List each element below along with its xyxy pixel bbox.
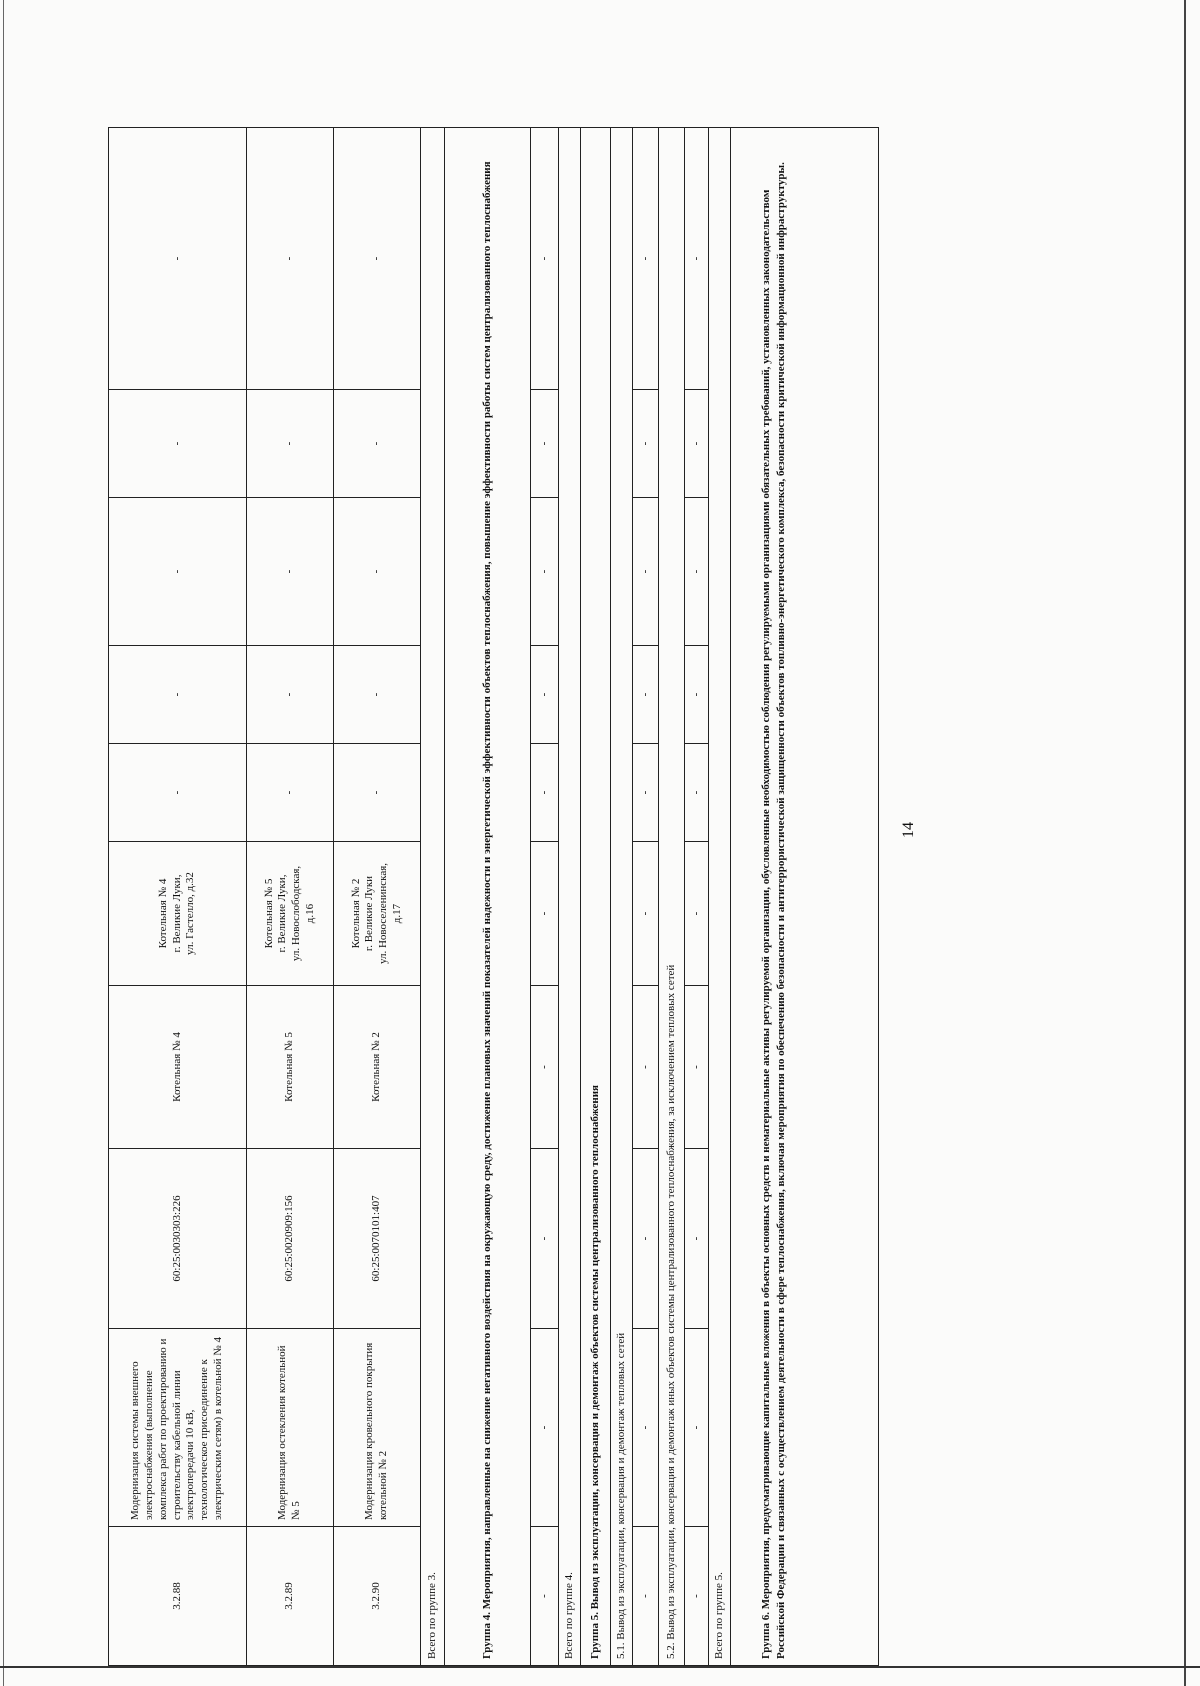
dash-cell: - xyxy=(633,986,659,1149)
dash-cell: - xyxy=(334,646,421,744)
address-line: Котельная № 4 xyxy=(156,878,169,949)
rotated-table-page xyxy=(108,128,878,1666)
dash-cell: - xyxy=(633,128,659,390)
dash-cell: - xyxy=(685,842,709,986)
address-line: д.17 xyxy=(390,903,403,924)
dash-cell: - xyxy=(531,1527,559,1666)
row-title: Модернизация остекления котельной № 5 xyxy=(247,1329,334,1527)
page-number: 14 xyxy=(900,822,917,838)
dash-cell: - xyxy=(247,498,334,646)
cadastral-number: 60:25:0020909:156 xyxy=(247,1149,334,1329)
dash-cell: - xyxy=(633,1149,659,1329)
dash-cell: - xyxy=(109,646,247,744)
dash-cell: - xyxy=(109,744,247,842)
dash-cell: - xyxy=(531,390,559,498)
table-row xyxy=(334,128,421,1666)
dash-cell: - xyxy=(531,498,559,646)
dash-cell: - xyxy=(633,390,659,498)
row-number: 3.2.89 xyxy=(247,1527,334,1666)
dash-cell: - xyxy=(685,128,709,390)
dash-cell: - xyxy=(531,646,559,744)
table-row xyxy=(633,128,659,1666)
group4-title: Группа 4. Мероприятия, направленные на снижение негативного воздействия на окружающую среду, достижение плановых значений показателей надежности и энергетической эффективности объектов теплоснабжения, повышение эффективности работы систем централизованного теплоснабжения xyxy=(445,128,531,1666)
dash-cell: - xyxy=(247,646,334,744)
subgroup-header-row xyxy=(611,128,633,1666)
group-header-row xyxy=(731,128,879,1666)
subgroup-5-1-title: 5.1. Вывод из эксплуатации, консервация и демонтаж тепловых сетей xyxy=(611,128,633,1666)
dash-cell: - xyxy=(633,744,659,842)
row-number: 3.2.90 xyxy=(334,1527,421,1666)
subgroup-5-2-title: 5.2. Вывод из эксплуатации, консервация и демонтаж иных объектов системы централизованного теплоснабжения, за исключением тепловых сетей xyxy=(659,128,685,1666)
dash-cell: - xyxy=(685,1527,709,1666)
dash-cell: - xyxy=(531,1329,559,1527)
dash-cell: - xyxy=(633,1329,659,1527)
address-line: ул. Гастелло, д.32 xyxy=(184,872,197,955)
address-line: ул. Новослободская, xyxy=(290,865,302,962)
dash-cell: - xyxy=(247,128,334,390)
dash-cell: - xyxy=(633,1527,659,1666)
address-line: г. Великие Луки, xyxy=(276,874,289,953)
dash-cell: - xyxy=(685,744,709,842)
group6-title: Группа 6. Мероприятия, предусматривающие капитальные вложения в объекты основных средств и нематериальные активы регулируемой организации, обусловленные необходимостью соблюдения регулируемыми организациями обязательных требований, установленных законодательством Российской Федерации и связанных с осуществлением деятельности в сфере теплоснабжения, включая мероприятия по обеспечению безопасности и антитеррористической защищенности объектов топливно-энергетического комплекса, безопасности критической информационной инфраструктуры. xyxy=(731,128,879,1666)
table-row xyxy=(109,128,247,1666)
address-line: ул. Новоселенинская, xyxy=(377,862,389,965)
object-name: Котельная № 5 xyxy=(247,986,334,1149)
address-line: Котельная № 2 xyxy=(349,878,362,949)
group5-title: Группа 5. Вывод из эксплуатации, консервация и демонтаж объектов системы централизованного теплоснабжения xyxy=(581,128,611,1666)
dash-cell: - xyxy=(531,1149,559,1329)
dash-cell: - xyxy=(109,128,247,390)
dash-cell: - xyxy=(633,842,659,986)
investment-program-table xyxy=(108,127,879,1666)
address-line: г. Великие Луки xyxy=(363,875,376,952)
dash-cell: - xyxy=(531,842,559,986)
object-name: Котельная № 2 xyxy=(334,986,421,1149)
dash-cell: - xyxy=(247,390,334,498)
dash-cell: - xyxy=(109,390,247,498)
table-row xyxy=(247,128,334,1666)
total-row-group3 xyxy=(421,128,445,1666)
address-line: Котельная № 5 xyxy=(262,878,275,949)
dash-cell: - xyxy=(531,986,559,1149)
dash-cell: - xyxy=(334,744,421,842)
total-group5-label: Всего по группе 5. xyxy=(709,128,731,1666)
dash-cell: - xyxy=(685,1149,709,1329)
address-line: г. Великие Луки, xyxy=(170,874,183,953)
dash-cell: - xyxy=(633,646,659,744)
cadastral-number: 60:25:0070101:407 xyxy=(334,1149,421,1329)
total-group4-label: Всего по группе 4. xyxy=(559,128,581,1666)
row-title: Модернизация кровельного покрытия котельной № 2 xyxy=(334,1329,421,1527)
dash-cell: - xyxy=(531,744,559,842)
dash-cell: - xyxy=(685,498,709,646)
dash-cell: - xyxy=(633,498,659,646)
dash-cell: - xyxy=(334,390,421,498)
total-group3-label: Всего по группе 3. xyxy=(421,128,445,1666)
dash-cell: - xyxy=(247,744,334,842)
scan-edge-bottom xyxy=(0,1666,1200,1668)
address-line: д.16 xyxy=(303,903,316,924)
table-row xyxy=(685,128,709,1666)
scan-edge-right xyxy=(1184,0,1186,1686)
scan-edge-left xyxy=(3,0,4,1686)
dash-cell: - xyxy=(685,986,709,1149)
dash-cell: - xyxy=(685,390,709,498)
row-number: 3.2.88 xyxy=(109,1527,247,1666)
dash-cell: - xyxy=(334,498,421,646)
object-address xyxy=(109,842,247,986)
object-address xyxy=(334,842,421,986)
dash-cell: - xyxy=(109,498,247,646)
table-row xyxy=(531,128,559,1666)
total-row-group5 xyxy=(709,128,731,1666)
dash-cell: - xyxy=(531,128,559,390)
cadastral-number: 60:25:0030303:226 xyxy=(109,1149,247,1329)
object-address xyxy=(247,842,334,986)
subgroup-header-row xyxy=(659,128,685,1666)
row-title: Модернизация системы внешнего электроснабжения (выполнение комплекса работ по проектированию и строительству кабельной линии электропередачи 10 кВ, технологическое присоединение к электрическим сетям) в котельной № 4 xyxy=(109,1329,247,1527)
dash-cell: - xyxy=(334,128,421,390)
total-row-group4 xyxy=(559,128,581,1666)
object-name: Котельная № 4 xyxy=(109,986,247,1149)
group-header-row xyxy=(581,128,611,1666)
dash-cell: - xyxy=(685,1329,709,1527)
group-header-row xyxy=(445,128,531,1666)
dash-cell: - xyxy=(685,646,709,744)
